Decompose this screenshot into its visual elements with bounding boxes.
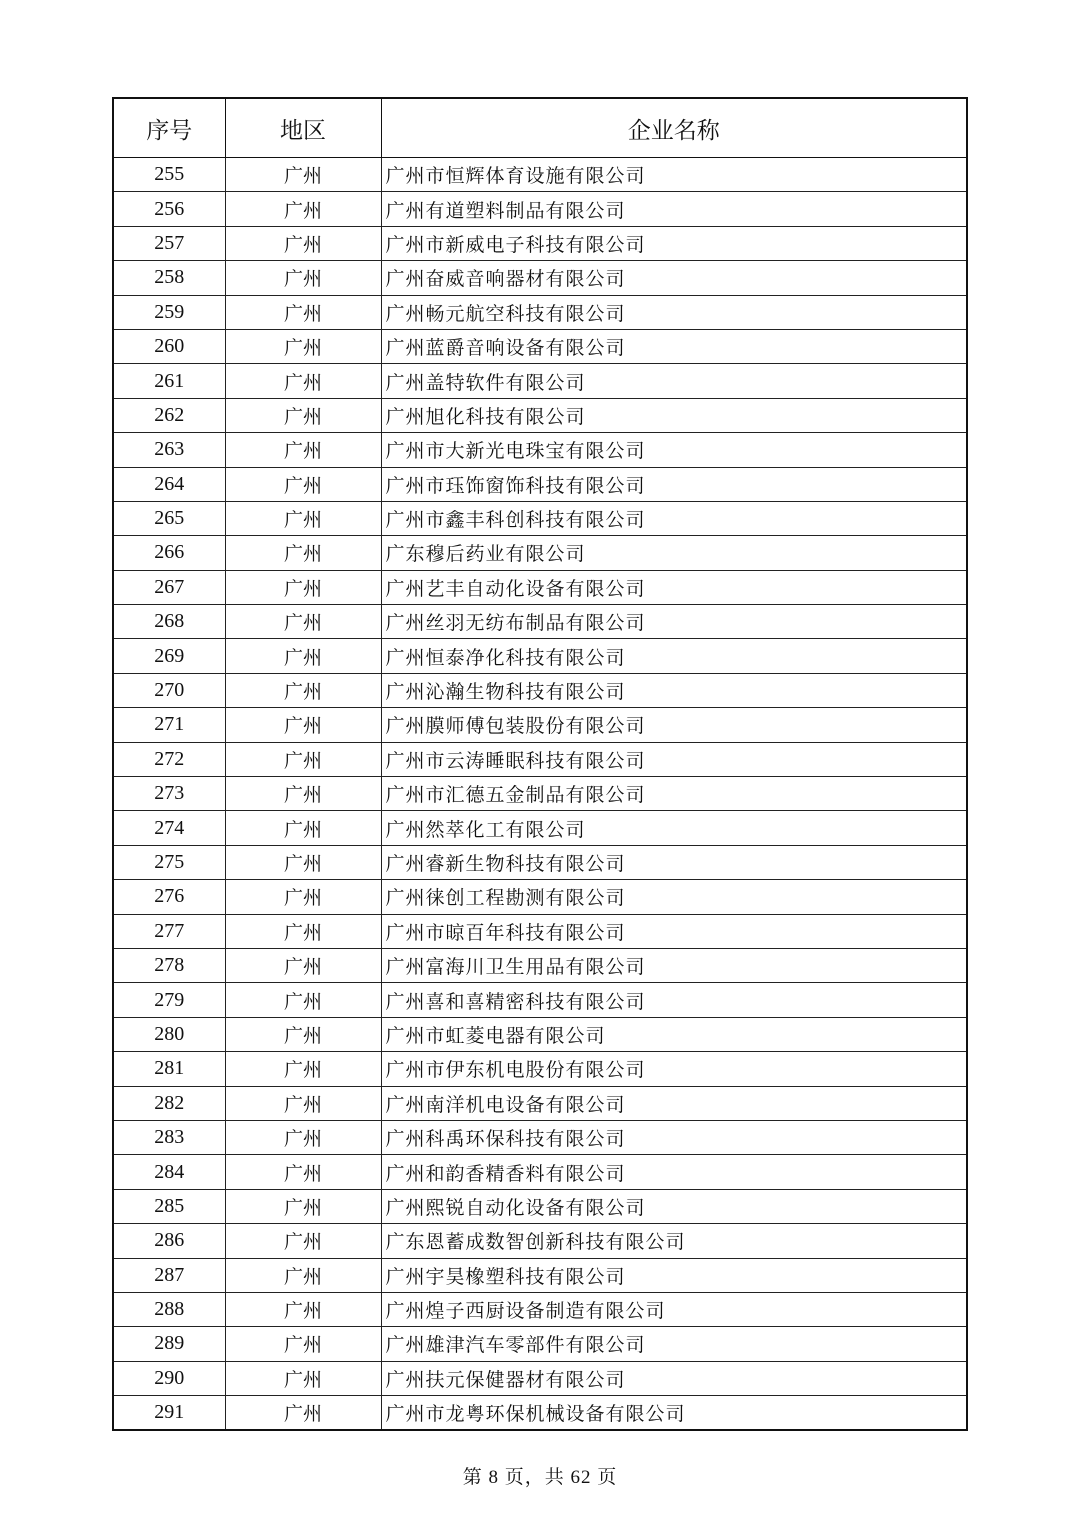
cell-serial-number: 287 [113, 1258, 225, 1292]
cell-company-name: 广州雄津汽车零部件有限公司 [381, 1327, 967, 1361]
cell-region: 广州 [225, 914, 381, 948]
cell-region: 广州 [225, 708, 381, 742]
cell-company-name: 广州市新威电子科技有限公司 [381, 226, 967, 260]
cell-company-name: 广州蓝爵音响设备有限公司 [381, 329, 967, 363]
cell-region: 广州 [225, 1120, 381, 1154]
cell-company-name: 广州扶元保健器材有限公司 [381, 1361, 967, 1395]
cell-region: 广州 [225, 811, 381, 845]
cell-company-name: 广州煌子西厨设备制造有限公司 [381, 1292, 967, 1326]
table-row [113, 1120, 967, 1154]
cell-region: 广州 [225, 1224, 381, 1258]
table-row [113, 742, 967, 776]
table-row [113, 673, 967, 707]
cell-company-name: 广州和韵香精香料有限公司 [381, 1155, 967, 1189]
enterprise-table [112, 97, 968, 1431]
cell-region: 广州 [225, 1292, 381, 1326]
cell-region: 广州 [225, 1327, 381, 1361]
cell-company-name: 广州市珏饰窗饰科技有限公司 [381, 467, 967, 501]
cell-company-name: 广东穆后药业有限公司 [381, 536, 967, 570]
cell-region: 广州 [225, 364, 381, 398]
cell-region: 广州 [225, 948, 381, 982]
header-company-name: 企业名称 [381, 98, 967, 158]
cell-company-name: 广州科禹环保科技有限公司 [381, 1120, 967, 1154]
cell-serial-number: 285 [113, 1189, 225, 1223]
cell-serial-number: 279 [113, 983, 225, 1017]
table-row [113, 398, 967, 432]
cell-company-name: 广州市伊东机电股份有限公司 [381, 1052, 967, 1086]
cell-region: 广州 [225, 1189, 381, 1223]
table-row [113, 467, 967, 501]
table-row [113, 1155, 967, 1189]
table-row [113, 1052, 967, 1086]
cell-company-name: 广州南洋机电设备有限公司 [381, 1086, 967, 1120]
cell-company-name: 广州市汇德五金制品有限公司 [381, 777, 967, 811]
cell-region: 广州 [225, 329, 381, 363]
cell-region: 广州 [225, 742, 381, 776]
cell-company-name: 广州市晾百年科技有限公司 [381, 914, 967, 948]
cell-company-name: 广州旭化科技有限公司 [381, 398, 967, 432]
cell-company-name: 广州有道塑料制品有限公司 [381, 192, 967, 226]
table-row [113, 1292, 967, 1326]
cell-region: 广州 [225, 295, 381, 329]
cell-serial-number: 288 [113, 1292, 225, 1326]
table-row [113, 329, 967, 363]
cell-company-name: 广州宇昊橡塑科技有限公司 [381, 1258, 967, 1292]
cell-serial-number: 278 [113, 948, 225, 982]
cell-serial-number: 274 [113, 811, 225, 845]
table-row [113, 880, 967, 914]
table-row [113, 914, 967, 948]
cell-company-name: 广州市虹菱电器有限公司 [381, 1017, 967, 1051]
cell-serial-number: 259 [113, 295, 225, 329]
table-row [113, 536, 967, 570]
table-row [113, 1361, 967, 1395]
table-body [113, 158, 967, 1431]
cell-company-name: 广州然萃化工有限公司 [381, 811, 967, 845]
cell-serial-number: 268 [113, 605, 225, 639]
cell-company-name: 广州熙锐自动化设备有限公司 [381, 1189, 967, 1223]
cell-serial-number: 261 [113, 364, 225, 398]
cell-serial-number: 289 [113, 1327, 225, 1361]
header-serial-number: 序号 [113, 98, 225, 158]
cell-region: 广州 [225, 1086, 381, 1120]
cell-serial-number: 257 [113, 226, 225, 260]
cell-company-name: 广州沁瀚生物科技有限公司 [381, 673, 967, 707]
cell-region: 广州 [225, 880, 381, 914]
table-row [113, 777, 967, 811]
table-row [113, 1017, 967, 1051]
cell-serial-number: 255 [113, 158, 225, 192]
table-row [113, 364, 967, 398]
cell-company-name: 广州市恒辉体育设施有限公司 [381, 158, 967, 192]
cell-region: 广州 [225, 605, 381, 639]
cell-region: 广州 [225, 1258, 381, 1292]
table-row [113, 1396, 967, 1431]
table-row [113, 1086, 967, 1120]
cell-region: 广州 [225, 226, 381, 260]
cell-serial-number: 264 [113, 467, 225, 501]
cell-serial-number: 281 [113, 1052, 225, 1086]
table-row [113, 158, 967, 192]
table-row [113, 708, 967, 742]
cell-region: 广州 [225, 983, 381, 1017]
table-row [113, 261, 967, 295]
cell-serial-number: 290 [113, 1361, 225, 1395]
table-row [113, 1224, 967, 1258]
cell-region: 广州 [225, 433, 381, 467]
cell-serial-number: 267 [113, 570, 225, 604]
cell-serial-number: 283 [113, 1120, 225, 1154]
cell-serial-number: 258 [113, 261, 225, 295]
table-row [113, 226, 967, 260]
table-row [113, 192, 967, 226]
cell-serial-number: 256 [113, 192, 225, 226]
table-row [113, 1189, 967, 1223]
cell-company-name: 广州市龙粤环保机械设备有限公司 [381, 1396, 967, 1431]
cell-serial-number: 272 [113, 742, 225, 776]
cell-serial-number: 263 [113, 433, 225, 467]
cell-serial-number: 262 [113, 398, 225, 432]
cell-company-name: 广州徕创工程勘测有限公司 [381, 880, 967, 914]
table-row [113, 639, 967, 673]
cell-serial-number: 271 [113, 708, 225, 742]
cell-serial-number: 282 [113, 1086, 225, 1120]
table-row [113, 433, 967, 467]
cell-region: 广州 [225, 536, 381, 570]
cell-region: 广州 [225, 639, 381, 673]
cell-serial-number: 260 [113, 329, 225, 363]
cell-serial-number: 286 [113, 1224, 225, 1258]
cell-region: 广州 [225, 398, 381, 432]
cell-company-name: 广州盖特软件有限公司 [381, 364, 967, 398]
cell-serial-number: 276 [113, 880, 225, 914]
cell-company-name: 广州奋威音响器材有限公司 [381, 261, 967, 295]
cell-company-name: 广州睿新生物科技有限公司 [381, 845, 967, 879]
cell-region: 广州 [225, 1052, 381, 1086]
cell-region: 广州 [225, 845, 381, 879]
table-row [113, 948, 967, 982]
cell-region: 广州 [225, 261, 381, 295]
table-row [113, 1258, 967, 1292]
cell-region: 广州 [225, 570, 381, 604]
table-row [113, 845, 967, 879]
cell-region: 广州 [225, 501, 381, 535]
cell-serial-number: 277 [113, 914, 225, 948]
cell-serial-number: 266 [113, 536, 225, 570]
cell-company-name: 广州富海川卫生用品有限公司 [381, 948, 967, 982]
cell-serial-number: 269 [113, 639, 225, 673]
cell-region: 广州 [225, 1361, 381, 1395]
table-row [113, 983, 967, 1017]
cell-region: 广州 [225, 158, 381, 192]
cell-serial-number: 265 [113, 501, 225, 535]
table-row [113, 605, 967, 639]
table-row [113, 811, 967, 845]
cell-company-name: 广州恒泰净化科技有限公司 [381, 639, 967, 673]
cell-region: 广州 [225, 1396, 381, 1431]
cell-company-name: 广东恩蓄成数智创新科技有限公司 [381, 1224, 967, 1258]
cell-company-name: 广州市云涛睡眠科技有限公司 [381, 742, 967, 776]
cell-company-name: 广州艺丰自动化设备有限公司 [381, 570, 967, 604]
cell-company-name: 广州膜师傅包装股份有限公司 [381, 708, 967, 742]
cell-region: 广州 [225, 1017, 381, 1051]
page-footer: 第 8 页，共 62 页 [462, 1467, 618, 1488]
cell-company-name: 广州市鑫丰科创科技有限公司 [381, 501, 967, 535]
cell-region: 广州 [225, 777, 381, 811]
cell-serial-number: 270 [113, 673, 225, 707]
cell-region: 广州 [225, 192, 381, 226]
table-row [113, 295, 967, 329]
cell-region: 广州 [225, 673, 381, 707]
table-row [113, 501, 967, 535]
cell-company-name: 广州丝羽无纺布制品有限公司 [381, 605, 967, 639]
cell-serial-number: 275 [113, 845, 225, 879]
table-row [113, 1327, 967, 1361]
cell-serial-number: 273 [113, 777, 225, 811]
cell-serial-number: 284 [113, 1155, 225, 1189]
table-row [113, 570, 967, 604]
cell-region: 广州 [225, 467, 381, 501]
cell-company-name: 广州市大新光电珠宝有限公司 [381, 433, 967, 467]
cell-region: 广州 [225, 1155, 381, 1189]
table-header-row [113, 98, 967, 158]
cell-serial-number: 291 [113, 1396, 225, 1431]
cell-company-name: 广州畅元航空科技有限公司 [381, 295, 967, 329]
cell-serial-number: 280 [113, 1017, 225, 1051]
cell-company-name: 广州喜和喜精密科技有限公司 [381, 983, 967, 1017]
header-region: 地区 [225, 98, 381, 158]
